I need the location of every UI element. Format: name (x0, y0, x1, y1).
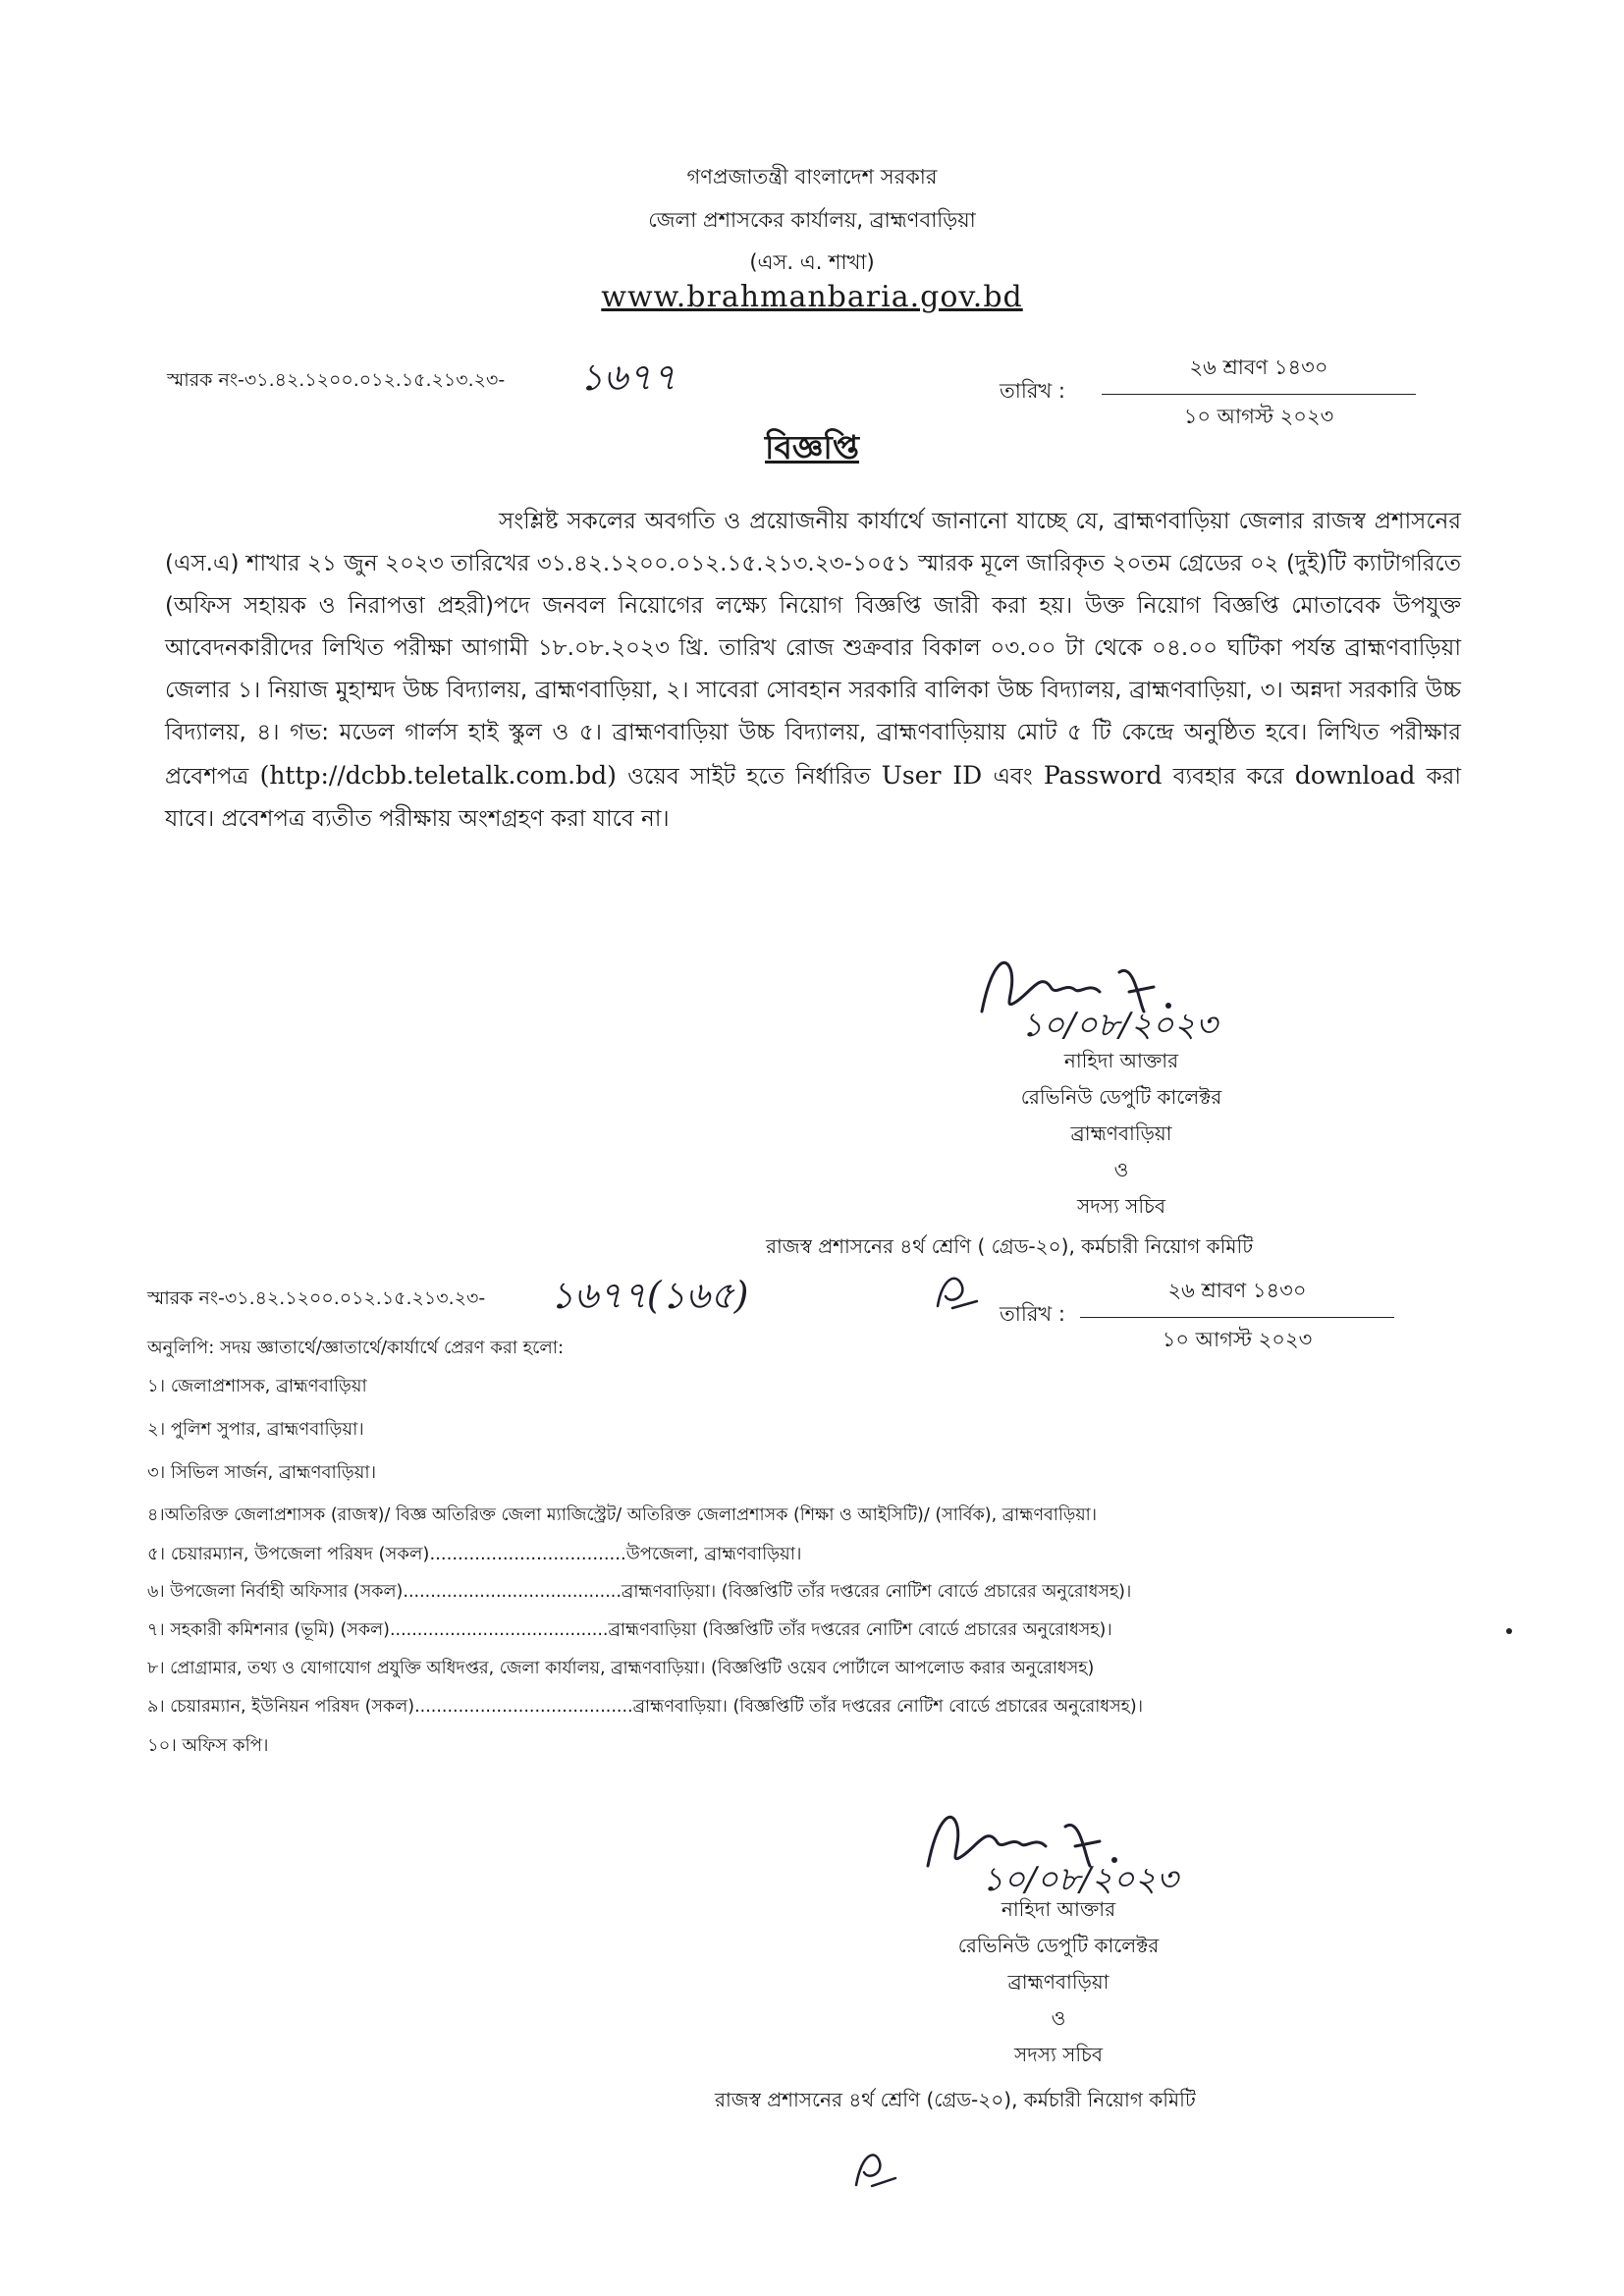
copy-list-item: ৮। প্রোগ্রামার, তথ্য ও যোগাযোগ প্রযুক্তি অধিদপ্তর, জেলা কার্যালয়, ব্রাহ্মণবাড়িয়া। (বিজ্ঞপ্তিটি ওয়েব পোর্টালে আপলোড করার অনুরোধসহ) (147, 1659, 1095, 1678)
copy-list-item: ১০। অফিস কপি। (147, 1735, 269, 1756)
memo2-date-label: তারিখ : (1000, 1302, 1065, 1326)
copy-list-item: ৭। সহকারী কমিশনার (ভূমি) (সকল)........................................ব্রাহ্মণবাড়িয়া (বিজ্ঞপ্তিটি তাঁর দপ্তরের নোটিশ বোর্ডে প্রচারের অনুরোধসহ)। (147, 1620, 1112, 1640)
copy-list-item: ৬। উপজেলা নির্বাহী অফিসার (সকল)........................................ব্রাহ্মণবাড়িয়া। (বিজ্ঞপ্তিটি তাঁর দপ্তরের নোটিশ বোর্ডে প্রচারের অনুরোধসহ)। (147, 1582, 1132, 1602)
notice-text-part4: করা যাবে। প্রবেশপত্র ব্যতীত পরীক্ষায় অংশগ্রহণ করা যাবে না। (165, 764, 1462, 832)
initial-mark-1 (928, 1267, 987, 1321)
admit-card-link[interactable]: (http://dcbb.teletalk.com.bd) (259, 761, 617, 790)
memo2-date-block (1080, 1275, 1394, 1358)
memo2-date-divider (1080, 1317, 1394, 1318)
signatory-and: ও (1113, 1158, 1129, 1181)
signature-block-2 (784, 1891, 1333, 2073)
signatory-role: সদস্য সচিব (1014, 2043, 1103, 2066)
signatory-district: ব্রাহ্মণবাড়িয়া (1007, 1970, 1110, 1994)
signature-date-1: ১০/০৮/২০২৩ (1021, 1006, 1218, 1045)
date-divider (1102, 394, 1416, 395)
memo2-date-bangla: ২৬ শ্রাবণ ১৪৩০ (1167, 1279, 1307, 1302)
and-text: এবং (993, 764, 1033, 790)
office-line: জেলা প্রশাসকের কার্যালয়, ব্রাহ্মণবাড়িয়া (648, 208, 976, 232)
copy-list-item: ২। পুলিশ সুপার, ব্রাহ্মণবাড়িয়া। (147, 1419, 364, 1440)
memo-handwritten-number: ১৬৭৭ (579, 355, 677, 399)
copy-list-item: ১। জেলাপ্রশাসক, ব্রাহ্মণবাড়িয়া (147, 1376, 367, 1396)
copy-list (147, 1372, 1143, 1760)
password-text: Password (1043, 761, 1163, 790)
initial-mark-2 (844, 2141, 903, 2200)
scan-dot (1506, 1628, 1512, 1634)
notice-text-part1: সংশ্লিষ্ট সকলের অবগতি ও প্রয়োজনীয় কার্যার্থে জানানো যাচ্ছে যে, ব্রাহ্মণবাড়িয়া জেলার রাজস্ব প্রশাসনের (এস.এ) শাখার ২১ জুন ২০২৩ তারিখের ৩১.৪২.১২০০.০১২.১৫.২১৩.২৩-১০৫১ স্মারক মূলে জারিকৃত ২০তম গ্রেডের ০২ (দুই)টি ক্যাটাগরিতে (অফিস সহায়ক ও নিরাপত্তা প্রহরী)পদে জনবল নিয়োগের লক্ষ্যে নিয়োগ বিজ্ঞপ্তি জারী করা হয়। উক্ত নিয়োগ বিজ্ঞপ্তি মোতাবেক উপযুক্ত আবেদনকারীদের লিখিত পরীক্ষা আগামী ১৮.০৮.২০২৩ খ্রি. তারিখ রোজ শুক্রবার বিকাল ০৩.০০ টা থেকে ০৪.০০ ঘটিকা পর্যন্ত ব্রাহ্মণবাড়িয়া জেলার ১। নিয়াজ মুহাম্মদ উচ্চ বিদ্যালয়, ব্রাহ্মণবাড়িয়া, ২। সাবেরা সোবহান সরকারি বালিকা উচ্চ বিদ্যালয়, ব্রাহ্মণবাড়িয়া, ৩। অন্নদা সরকারি উচ্চ বিদ্যালয়, ৪। গভ: মডেল গার্লস হাই স্কুল ও ৫। ব্রাহ্মণবাড়িয়া উচ্চ বিদ্যালয়, ব্রাহ্মণবাড়িয়ায় মোট ৫ টি কেন্দ্রে অনুষ্ঠিত হবে। লিখিত পরীক্ষার প্রবেশপত্র (165, 509, 1461, 790)
download-text: download (1294, 761, 1416, 790)
memo2-reference-prefix: স্মারক নং-৩১.৪২.১২০০.০১২.১৫.২১৩.২৩- (147, 1287, 486, 1309)
website-link[interactable]: www.brahmanbaria.gov.bd (601, 280, 1023, 314)
signatory-designation: রেভিনিউ ডেপুটি কালেক্টর (1020, 1085, 1222, 1109)
user-id-text: User ID (881, 761, 983, 790)
branch-line: (এস. এ. শাখা) (749, 250, 875, 274)
signature-block-1 (846, 1043, 1396, 1225)
memo-reference-prefix: স্মারক নং-৩১.৪২.১২০০.০১২.১৫.২১৩.২৩- (167, 369, 506, 391)
committee-line-2: রাজস্ব প্রশাসনের ৪র্থ শ্রেণি (গ্রেড-২০), কর্মচারী নিয়োগ কমিটি (715, 2088, 1196, 2111)
copy-list-item: ৩। সিভিল সার্জন, ব্রাহ্মণবাড়িয়া। (147, 1462, 377, 1483)
committee-line-1: রাজস্ব প্রশাসনের ৪র্থ শ্রেণি ( গ্রেড-২০), কর্মচারী নিয়োগ কমিটি (766, 1234, 1254, 1258)
signatory-name: নাহিদা আক্তার (1063, 1049, 1179, 1072)
signature-date-2: ১০/০৮/২০২৩ (982, 1860, 1178, 1899)
copy-list-intro: অনুলিপি: সদয় জ্ঞাতার্থে/জ্ঞাতার্থে/কার্যার্থে প্রেরণ করা হলো: (147, 1338, 565, 1358)
copy-list-item: ৫। চেয়ারম্যান, উপজেলা পরিষদ (সকল)...................................উপজেলা, ব্রাহ্মণবাড়িয়া। (147, 1544, 802, 1564)
signatory-designation: রেভিনিউ ডেপুটি কালেক্টর (957, 1934, 1160, 1957)
notice-text-part2: ওয়েব সাইট হতে নির্ধারিত (627, 764, 871, 790)
date-label: তারিখ : (1000, 379, 1065, 403)
notice-text-part3: ব্যবহার করে (1172, 764, 1284, 790)
copy-list-item: ৪।অতিরিক্ত জেলাপ্রশাসক (রাজস্ব)/ বিজ্ঞ অতিরিক্ত জেলা ম্যাজিস্ট্রেট/ অতিরিক্ত জেলাপ্রশাসক (শিক্ষা ও আইসিটি)/ (সার্বিক), ব্রাহ্মণবাড়িয়া। (147, 1505, 1098, 1525)
date-english: ১০ আগস্ট ২০২৩ (1183, 405, 1334, 428)
signatory-role: সদস্য সচিব (1077, 1194, 1165, 1218)
date-bangla: ২৬ শ্রাবণ ১৪৩০ (1189, 355, 1328, 379)
government-line: গণপ্রজাতন্ত্রী বাংলাদেশ সরকার (686, 165, 938, 189)
memo2-date-english: ১০ আগস্ট ২০২৩ (1162, 1328, 1313, 1351)
signatory-and: ও (1051, 2006, 1066, 2030)
copy-list-item: ৯। চেয়ারম্যান, ইউনিয়ন পরিষদ (সকল)........................................ব্রাহ্মণবাড়িয়া। (বিজ্ঞপ্তিটি তাঁর দপ্তরের নোটিশ বোর্ডে প্রচারের অনুরোধসহ)। (147, 1697, 1143, 1717)
notice-title: বিজ্ঞপ্তি (765, 428, 859, 466)
signatory-district: ব্রাহ্মণবাড়িয়া (1070, 1121, 1172, 1145)
memo2-handwritten-number: ১৬৭৭(১৬৫) (550, 1274, 749, 1317)
memo-reference (167, 366, 505, 398)
signatory-name: নাহিদা আক্তার (1001, 1897, 1116, 1921)
notice-paragraph (165, 501, 1461, 841)
